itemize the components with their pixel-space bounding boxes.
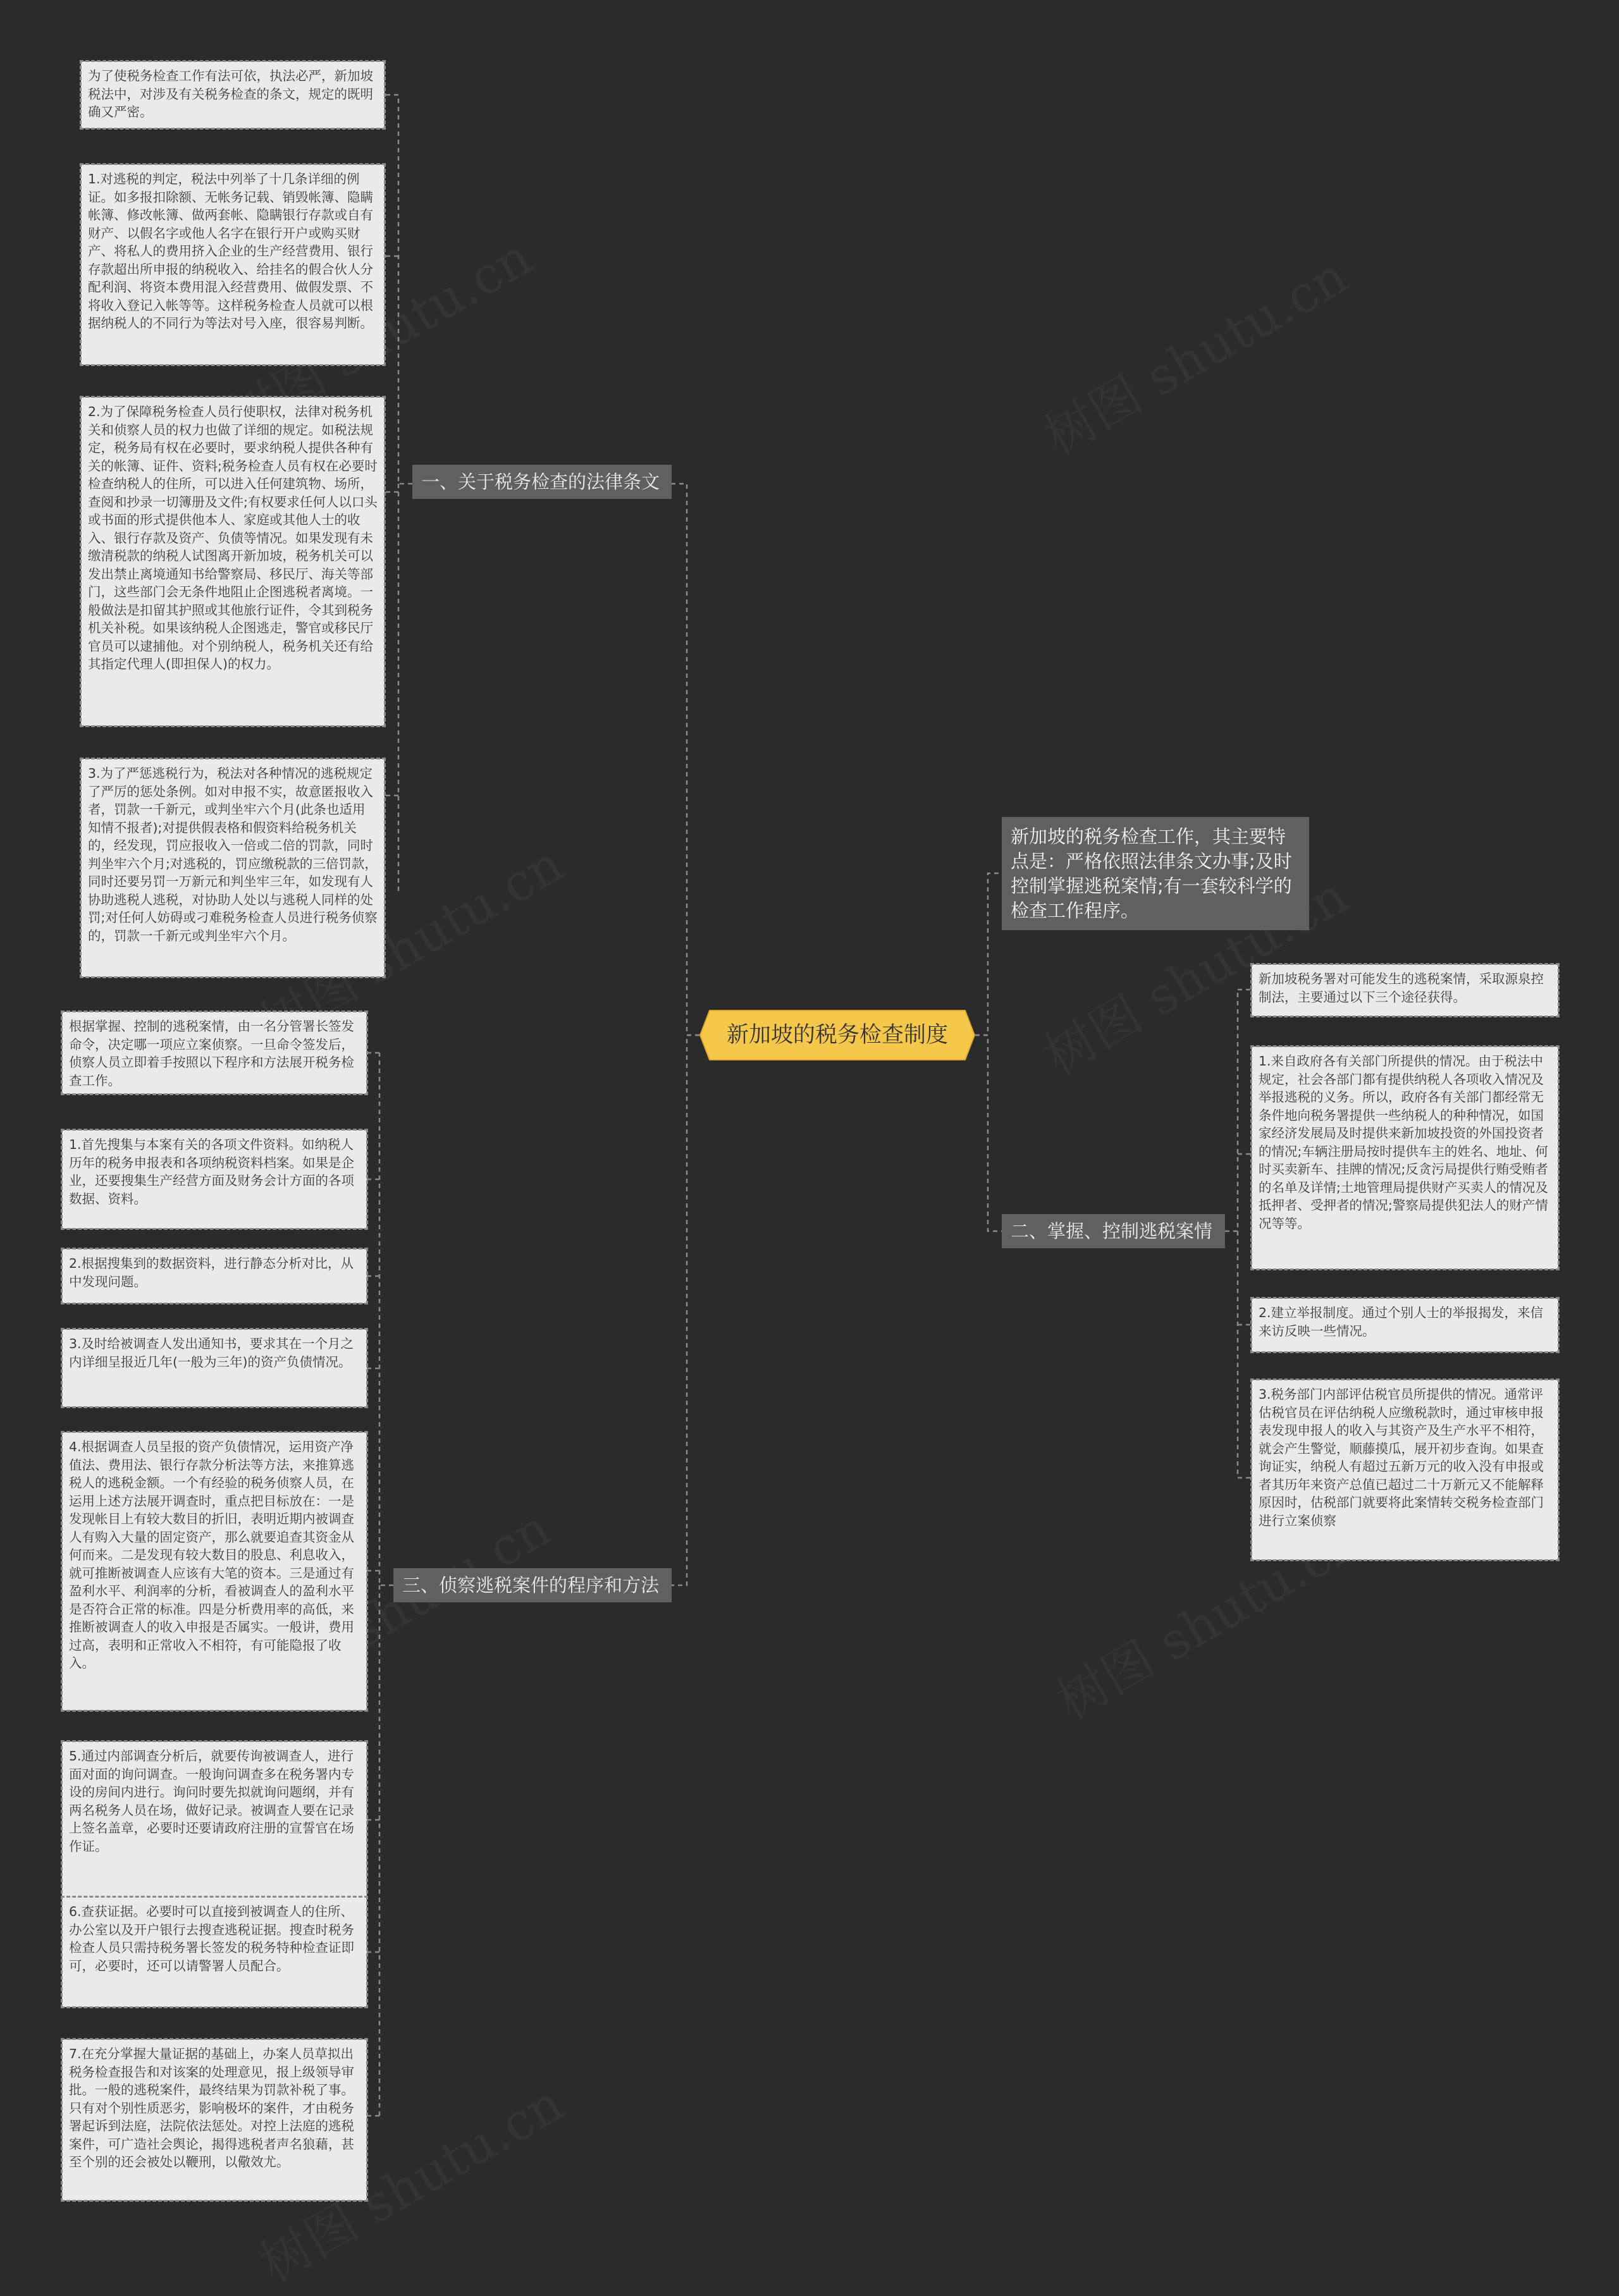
leaf-b3-step-1[interactable]: 1.首先搜集与本案有关的各项文件资料。如纳税人历年的税务申报表和各项纳税资料档案。如果是企业，还要搜集生产经营方面及财务会计方面的各项数据、资料。 <box>62 1130 367 1229</box>
leaf-b3-step-7[interactable]: 7.在充分掌握大量证据的基础上，办案人员草拟出税务检查报告和对该案的处理意见，报上级领导审批。一般的逃税案件，最终结果为罚款补税了事。只有对个别性质恶劣，影响极坏的案件，才由税务署起诉到法庭，法院依法惩处。对控上法庭的逃税案件，可广造社会舆论，揭得逃税者声名狼藉，甚至个别的还会被处以鞭刑，以儆效尤。 <box>62 2039 367 2201</box>
leaf-b2-source-1[interactable]: 1.来自政府各有关部门所提供的情况。由于税法中规定，社会各部门都有提供纳税人各项收入情况及举报逃税的义务。所以，政府各有关部门都经常无条件地向税务署提供一些纳税人的种种情况，如国家经济发展局及时提供来新加坡投资的外国投资者的情况;车辆注册局按时提供车主的姓名、地址、何时买卖新车、挂牌的情况;反贪污局提供行贿受贿者的名单及详情;土地管理局提供财产买卖人的情况及抵押者、受押者的情况;警察局提供犯法人的财产情况等等。 <box>1252 1047 1558 1269</box>
leaf-b3-intro[interactable]: 根据掌握、控制的逃税案情，由一名分管署长签发命令，决定哪一项应立案侦察。一旦命令签发后，侦察人员立即着手按照以下程序和方法展开税务检查工作。 <box>62 1012 367 1094</box>
branch-case-control[interactable]: 二、掌握、控制逃税案情 <box>1002 1214 1225 1248</box>
leaf-b3-step-3[interactable]: 3.及时给被调查人发出通知书，要求其在一个月之内详细呈报近几年(一般为三年)的资产负债情况。 <box>62 1329 367 1407</box>
connector-root-summary <box>975 873 1002 1035</box>
leaf-b3-step-6[interactable]: 6.查获证据。必要时可以直接到被调查人的住所、办公室以及开户银行去搜查逃税证据。搜查时税务检查人员只需持税务署长签发的税务特种检查证即可，必要时，还可以请警署人员配合。 <box>62 1897 367 2007</box>
leaf-b3-step-4[interactable]: 4.根据调查人员呈报的资产负债情况，运用资产净值法、费用法、银行存款分析法等方法，来推算逃税人的逃税金额。一个有经验的税务侦察人员，在运用上述方法展开调查时，重点把目标放在：一是发现帐目上有较大数目的折旧，表明近期内被调查人有购入大量的固定资产，那么就要追查其资金从何而来。二是发现有较大数目的股息、利息收入，就可推断被调查人应该有大笔的资本。三是通过有盈利水平、利润率的分析，看被调查人的盈利水平是否符合正常的标准。四是分析费用率的高低，来推断被调查人的收入申报是否属实。一般讲，费用过高，表明和正常收入不相符，有可能隐报了收入。 <box>62 1432 367 1710</box>
leaf-b3-step-5[interactable]: 5.通过内部调查分析后，就要传询被调查人，进行面对面的询问调查。一般询问调查多在税务署内专设的房间内进行。询问时要先拟就询问题纲，并有两名税务人员在场，做好记录。被调查人要在记录上签名盖章，必要时还要请政府注册的宣誓官在场作证。 <box>62 1741 367 1898</box>
leaf-b1-intro[interactable]: 为了使税务检查工作有法可依，执法必严，新加坡税法中，对涉及有关税务检查的条文，规定的既明确又严密。 <box>81 61 385 128</box>
summary-node[interactable]: 新加坡的税务检查工作，其主要特点是：严格依照法律条文办事;及时控制掌握逃税案情;有一套较科学的检查工作程序。 <box>1002 817 1309 930</box>
leaf-b1-penalties[interactable]: 3.为了严惩逃税行为，税法对各种情况的逃税规定了严厉的惩处条例。如对申报不实，故意匿报收入者，罚款一千新元，或判坐牢六个月(此条也适用知情不报者);对提供假表格和假资料给税务机关的，经发现，罚应报收入一倍或二倍的罚款，同时判坐牢六个月;对逃税的，罚应缴税款的三倍罚款，同时还要另罚一万新元和判坐牢三年，如发现有人协助逃税人逃税，对协助人处以与逃税人同样的处罚;对任何人妨碍或刁难税务检查人员进行税务侦察的，罚款一千新元或判坐牢六个月。 <box>81 759 385 977</box>
leaf-b2-intro[interactable]: 新加坡税务署对可能发生的逃税案情，采取源泉控制法，主要通过以下三个途径获得。 <box>1252 964 1558 1016</box>
connector-root-b3 <box>672 1035 699 1585</box>
leaf-b2-source-3[interactable]: 3.税务部门内部评估税官员所提供的情况。通常评估税官员在评估纳税人应缴税款时，通过审核申报表发现申报人的收入与其资产及生产水平不相符，就会产生警觉，顺藤摸瓜，展开初步查询。如果查询证实，纳税人有超过五新万元的收入没有申报或者其历年来资产总值已超过二十万新元又不能解释原因时，估税部门就要将此案情转交税务检查部门进行立案侦察 <box>1252 1380 1558 1560</box>
root-title: 新加坡的税务检查制度 <box>726 1022 948 1048</box>
leaf-b1-tax-evasion-definition[interactable]: 1.对逃税的判定，税法中列举了十几条详细的例证。如多报扣除额、无帐务记载、销毁帐簿、隐瞒帐簿、修改帐簿、做两套帐、隐瞒银行存款或自有财产、以假名字或他人名字在银行开户或购买财产、将私人的费用挤入企业的生产经营费用、银行存款超出所申报的纳税收入、给挂名的假合伙人分配利润、将资本费用混入经营费用、做假发票、不将收入登记入帐等等。这样税务检查人员就可以根据纳税人的不同行为等法对号入座，很容易判断。 <box>81 164 385 365</box>
root-node[interactable] <box>699 1010 975 1060</box>
branch-legal-provisions[interactable]: 一、关于税务检查的法律条文 <box>412 465 672 499</box>
leaf-b1-inspector-powers[interactable]: 2.为了保障税务检查人员行使职权，法律对税务机关和侦察人员的权力也做了详细的规定。如税法规定，税务局有权在必要时，要求纳税人提供各种有关的帐簿、证件、资料;税务检查人员有权在必要时检查纳税人的住所，可以进入任何建筑物、场所，查阅和抄录一切簿册及文件;有权要求任何人以口头或书面的形式提供他本人、家庭或其他人士的收入、银行存款及资产、负债等情况。如果发现有未缴清税款的纳税人试图离开新加坡，税务机关可以发出禁止离境通知书给警察局、移民厅、海关等部门，这些部门会无条件地阻止企图逃税者离境。一般做法是扣留其护照或其他旅行证件，令其到税务机关补税。如果该纳税人企图逃走，警官或移民厅官员可以逮捕他。对个别纳税人，税务机关还有给其指定代理人(即担保人)的权力。 <box>81 397 385 726</box>
leaf-b2-source-2[interactable]: 2.建立举报制度。通过个别人士的举报揭发，来信来访反映一些情况。 <box>1252 1298 1558 1352</box>
connector-root-b2 <box>975 1035 1002 1231</box>
connector-b2-bracket <box>1225 990 1238 1478</box>
leaf-b3-step-2[interactable]: 2.根据搜集到的数据资料，进行静态分析对比，从中发现问题。 <box>62 1249 367 1303</box>
branch-investigation-procedure[interactable]: 三、侦察逃税案件的程序和方法 <box>393 1568 672 1602</box>
connector-b1-bracket <box>398 95 412 893</box>
connector-root-b1 <box>672 484 699 1035</box>
